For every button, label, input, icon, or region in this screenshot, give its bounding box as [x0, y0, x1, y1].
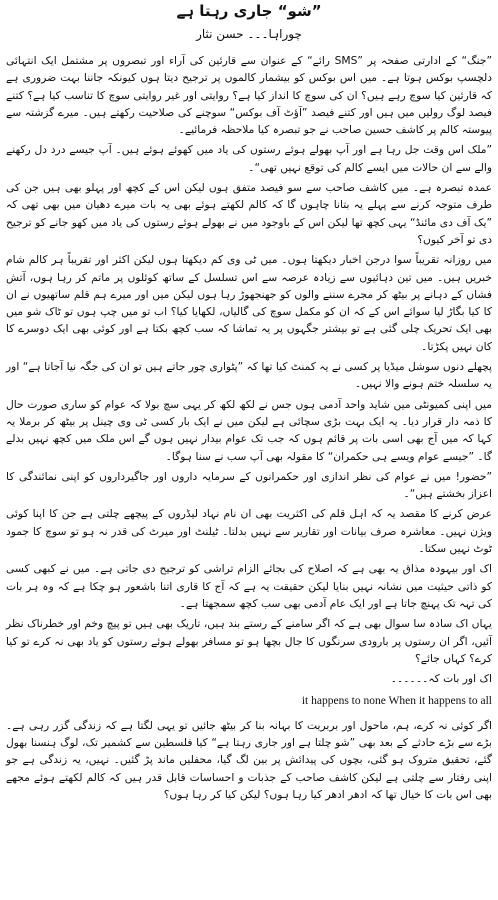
paragraph: ”حضور! میں نے عوام کی نظر اندازی اور حکمرانوں کے سرمایہ داروں اور جاگیرداروں کو اپنی نمائندگی کا اعزاز بخشتے ہیں“۔ — [6, 469, 492, 501]
english-quote: it happens to none When it happens to all — [301, 695, 492, 708]
paragraph: پچھلے دنوں سوشل میڈیا پر کسی نے یہ کمنٹ کیا تھا کہ ”پٹواری چور جاتے ہیں تو ان کی جگہ نیا آجاتا ہے“ اور یہ سلسلہ ختم ہونے والا نہیں۔ — [6, 360, 492, 391]
column-title: ”شو“ جاری رہتا ہے — [176, 2, 322, 20]
paragraph: اک اور بیہودہ مذاق یہ بھی ہے کہ اصلاح کی بجائے الزام تراشی کو ترجیح دی جاتی ہے۔ میں نے کبھی کسی کو ذاتی حیثیت میں نشانہ نہیں بنایا لیکن حقیقت یہ ہے کہ آج کا قاری اتنا باشعور ہو چکا ہے کہ وہ ہر بات کی تہہ تک پہنچ جاتا ہے اور ایک عام آدمی بھی سب کچھ سمجھتا ہے۔ — [6, 562, 492, 610]
paragraph: اگر کوئی نہ کرے، ہم، ماحول اور بربریت کا بہانہ بنا کر بیٹھ جائیں تو یہی لگتا ہے کہ زندگی گزر رہی ہے۔ بڑے سے بڑے حادثے کے بعد بھی ”شو چلتا ہے اور جاری رہتا ہے“ کیا فلسطین سے کشمیر تک، لوگ ہنسنا بھول گئے، تحقیق متروک ہو گئی، بچوں کی پیدائش پر بین لگ گیا، محفلیں ماند پڑ گئیں۔ نہیں، یہ زندگی ہے جو اپنی رفتار سے چلتی ہے لیکن کاشف صاحب کے جذبات و احساسات قابل قدر ہیں کہ کالم لکھتے ہوئے مجھے بھی اس بات کا خیال تھا کہ ادھر ادھر کیا رہا ہوں؟ لیکن کیا کر رہا ہوں؟ — [6, 718, 492, 801]
paragraph: ”ملک اس وقت جل رہا ہے اور آپ بھولے ہوئے رستوں کی یاد میں کھوئے ہوئے ہیں۔ آپ جیسے درد دل رکھنے والے سے ان حالات میں ایسے کالم کی توقع نہیں تھی“۔ — [6, 143, 492, 174]
column-body — [6, 52, 492, 806]
paragraph: عمدہ تبصرہ ہے۔ میں کاشف صاحب سے سو فیصد متفق ہوں لیکن اس کے کچھ اور پہلو بھی ہیں جن کی طرف متوجہ کرنے سے پہلے یہ بتانا چاہوں گا کہ کالم لکھتے ہوئے بھی یہ بات میرے دھیان میں بھی تھی کہ ”یک آف دی مائنڈ“ یہی کچھ تھا لیکن اس کے باوجود میں نے بھولے ہوئے رستوں کی یاد میں کھو جانے کو ترجیح دی تو آخر کیوں؟ — [6, 181, 492, 246]
paragraph: یہاں اک سادہ سا سوال بھی ہے کہ اگر سامنے کے رستے بند ہیں، تاریک بھی ہیں تو پیچ وخم اور خطرناک نظر آئیں، اگر ان رستوں پر بارودی سرنگوں کا جال بچھا ہو تو مسافر بھولے ہوئے رستوں کو یاد بھی نہ کرے تو کیا کرے؟ کہاں جائے؟ — [6, 617, 492, 665]
paragraph: میں اپنی کمیونٹی میں شاید واحد آدمی ہوں جس نے لکھ لکھ کر یہی سچ بولا کہ عوام کو ساری صورت حال کا ذمہ دار قرار دیا۔ یہ ایک بہت بڑی سچائی ہے لیکن میں نے ایک بار کسی ٹی وی چینل پر بیٹھ کر برملا یہ کہا کہ میں آج بھی اسی بات پر قائم ہوں کہ جب تک عوام بیدار نہیں ہوں گے اس ملک میں کچھ نہیں بدلے گا۔ ”جیسے عوام ویسے ہی حکمران“ کا مقولہ بھی آپ سب نے سنا ہوگا۔ — [6, 397, 492, 463]
paragraph: اک اور بات کہ۔۔۔۔۔۔ — [390, 672, 492, 686]
paragraph: ”جنگ“ کے ادارتی صفحہ پر ”SMS رائے“ کے عنوان سے قارئین کی آراء اور تبصروں پر مشتمل ایک انتہائی دلچسپ بوکس ہوتا ہے۔ میں اس بوکس کو بیشمار کالموں پر ترجیح دیتا ہوں کیونکہ جاننا بہت ضروری ہے کہ قارئین کیا سوچ رہے ہیں؟ ان کی سوچ کا انداز کیا ہے؟ روایتی اور غیر روایتی سوچ کا تناسب کیا ہے؟ کتنے فیصد لوگ رولیں میں ہیں اور کتنے فیصد ”آؤٹ آف بوکس“ سوچنے کی صلاحیت رکھتے ہیں۔ میرے گزشتہ سے پیوستہ کالم پر کاشف حسین صاحب نے جو تبصرہ کیا ملاحظہ فرمائیے۔ — [6, 54, 492, 137]
paragraph: میں روزانہ تقریباً سوا درجن اخبار دیکھتا ہوں۔ میں ٹی وی کم دیکھتا ہوں لیکن اکثر اور تقریباً ہر کالم شام خبریں ہیں۔ میں تین دہائیوں سے زیادہ عرصہ سے اس تسلسل کے ساتھ کوئلوں پر ماتم کر رہا ہوں، آتش فشاں کے دہانے پر بیٹھ کر مجرے سننے والوں کو جھنجھوڑ رہا ہوں لیکن میں اور میرے ہم قلم ساتھیوں نے ان کا کیا بگاڑ لیا سوائے اس کے کہ ان کو مکمل سوچ کی گالیاں، لکھایا کیا؟ اب تو میں چپ ہوں تو ٹاک شو میں بھی ایک تحریک چلی گئی ہے تو بیشتر جگہوں پر یہ تماشا کہ سب کچھ بکتا ہے اور کوئی بھی ایک دوسرے کا کان نہیں پکڑتا۔ — [6, 253, 492, 353]
column-byline: چوراہا۔۔۔ حسن نثار — [196, 27, 302, 41]
paragraph: عرض کرنے کا مقصد یہ کہ اہل قلم کی اکثریت بھی ان نام نہاد لیڈروں کے پیچھے چلتی ہے جن کا اپنا کوئی ویژن نہیں۔ معاشرہ صرف بیانات اور تقاریر سے نہیں بدلتا۔ ٹیلنٹ اور میرٹ کی قدر نہ ہو تو سوچ کا جمود ٹوٹ نہیں سکتا۔ — [6, 507, 492, 556]
